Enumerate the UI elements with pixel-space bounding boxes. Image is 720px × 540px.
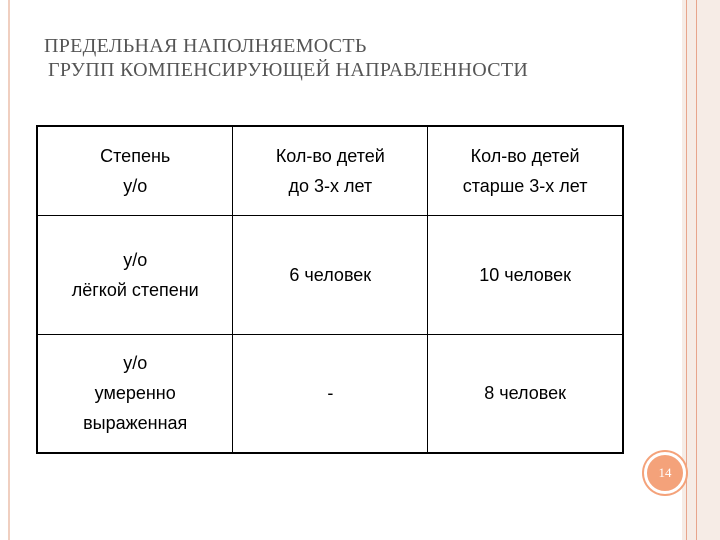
table-cell — [37, 215, 233, 334]
cell-text: 8 человек — [484, 383, 566, 404]
cell-text: у/о умеренно выраженная — [83, 353, 188, 434]
header-label: Степень у/о — [100, 145, 171, 196]
slide-title-line: ГРУПП КОМПЕНСИРУЮЩЕЙ НАПРАВЛЕННОСТИ — [48, 59, 529, 81]
table-cell — [233, 215, 428, 334]
slide-title — [44, 34, 528, 82]
table-cell — [37, 334, 233, 453]
header-cell-under-3 — [233, 126, 428, 215]
table-row — [37, 215, 623, 334]
header-label: Кол-во детей до 3-х лет — [275, 145, 385, 196]
cell-text: - — [327, 383, 334, 404]
left-decor-line — [8, 0, 10, 540]
data-table — [36, 125, 624, 454]
slide-title-line: ПРЕДЕЛЬНАЯ НАПОЛНЯЕМОСТЬ — [44, 35, 367, 57]
page-number-badge: 14 — [644, 452, 686, 494]
table-cell — [428, 334, 623, 453]
right-decor-line — [686, 0, 687, 540]
header-cell-over-3 — [428, 126, 623, 215]
cell-text: 6 человек — [289, 264, 372, 285]
header-cell-degree — [37, 126, 233, 215]
right-decor-band — [682, 0, 720, 540]
right-decor-line — [696, 0, 697, 540]
table-header-row — [37, 126, 623, 215]
cell-text: у/о лёгкой степени — [71, 249, 199, 300]
table-cell — [233, 334, 428, 453]
header-label: Кол-во детей старше 3-х лет — [462, 145, 588, 196]
cell-text: 10 человек — [479, 264, 571, 285]
table-cell — [428, 215, 623, 334]
table-row — [37, 334, 623, 453]
